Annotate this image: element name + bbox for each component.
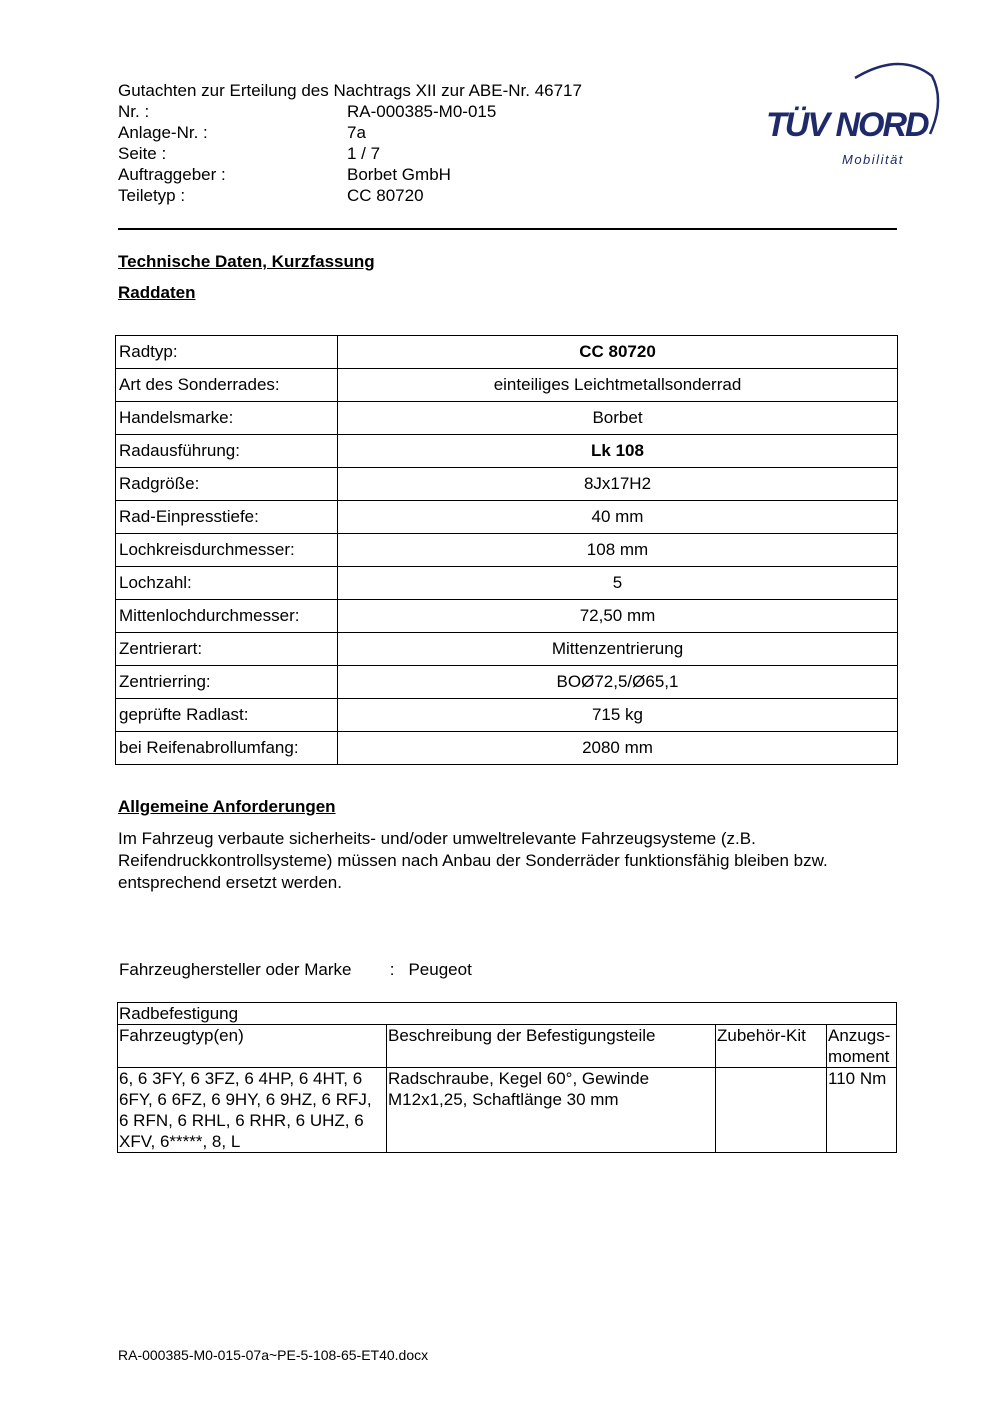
header-key: Teiletyp :: [118, 186, 186, 205]
manufacturer-label: Fahrzeughersteller oder Marke: [119, 960, 352, 979]
mounting-title-row: [118, 1003, 897, 1025]
header-divider: [118, 228, 897, 230]
header-key: Anlage-Nr. :: [118, 123, 208, 142]
header-value: CC 80720: [347, 186, 424, 205]
wheel-data-value: Mittenzentrierung: [338, 633, 898, 666]
svg-text:TÜV NORD: TÜV NORD: [766, 106, 928, 144]
header-row-auftraggeber: [118, 164, 678, 185]
wheel-data-label: bei Reifenabrollumfang:: [116, 732, 338, 765]
header-row-teiletyp: [118, 185, 678, 206]
header-value: 7a: [347, 123, 366, 142]
general-requirements-text: Im Fahrzeug verbaute sicherheits- und/oder umweltrelevante Fahrzeugsysteme (z.B. Reifendruckkontrollsysteme) müssen nach Anbau der Sonderräder funktionsfähig bleiben bzw. entsprechend ersetzt werden.: [118, 829, 828, 892]
section-title-tech: Technische Daten, Kurzfassung: [118, 252, 375, 271]
header-value: 1 / 7: [347, 144, 381, 163]
wheel-data-row: [116, 369, 898, 402]
wheel-data-label: Radtyp:: [116, 336, 338, 369]
section-title-general: Allgemeine Anforderungen: [118, 797, 336, 816]
wheel-data-label: Mittenlochdurchmesser:: [116, 600, 338, 633]
wheel-data-label: Art des Sonderrades:: [116, 369, 338, 402]
manufacturer-line: [119, 960, 472, 980]
wheel-data-label: geprüfte Radlast:: [116, 699, 338, 732]
wheel-data-value: 8Jx17H2: [338, 468, 898, 501]
wheel-data-row: [116, 732, 898, 765]
wheel-data-label: Lochzahl:: [116, 567, 338, 600]
header-row-nr: [118, 101, 678, 122]
wheel-data-value: 5: [338, 567, 898, 600]
wheel-data-value: CC 80720: [338, 336, 898, 369]
mounting-title: Radbefestigung: [118, 1003, 897, 1025]
mounting-torque: 110 Nm: [827, 1068, 897, 1153]
wheel-data-row: [116, 336, 898, 369]
wheel-data-value: 72,50 mm: [338, 600, 898, 633]
footer-filename: RA-000385-M0-015-07a~PE-5-108-65-ET40.docx: [118, 1347, 429, 1363]
wheel-data-value: 40 mm: [338, 501, 898, 534]
wheel-data-label: Zentrierring:: [116, 666, 338, 699]
wheel-data-row: [116, 435, 898, 468]
col-header-kit: Zubehör-Kit: [716, 1025, 827, 1068]
wheel-data-label: Lochkreisdurchmesser:: [116, 534, 338, 567]
manufacturer-sep: :: [389, 960, 395, 979]
wheel-data-label: Handelsmarke:: [116, 402, 338, 435]
header-key: Auftraggeber :: [118, 165, 226, 184]
wheel-data-label: Radausführung:: [116, 435, 338, 468]
header-key: Seite :: [118, 144, 167, 163]
document-header: [118, 80, 678, 206]
wheel-data-row: [116, 600, 898, 633]
wheel-data-row: [116, 468, 898, 501]
wheel-data-row: [116, 666, 898, 699]
header-row-seite: [118, 143, 678, 164]
header-value: RA-000385-M0-015: [347, 102, 497, 121]
wheel-data-row: [116, 534, 898, 567]
wheel-data-label: Radgröße:: [116, 468, 338, 501]
wheel-data-value: 2080 mm: [338, 732, 898, 765]
wheel-data-row: [116, 699, 898, 732]
wheel-data-table: [115, 335, 898, 765]
wheel-data-value: 108 mm: [338, 534, 898, 567]
section-title-wheel: Raddaten: [118, 283, 196, 302]
wheel-data-row: [116, 501, 898, 534]
col-header-description: Beschreibung der Befestigungsteile: [387, 1025, 716, 1068]
mounting-row: [118, 1068, 897, 1153]
wheel-data-value: 715 kg: [338, 699, 898, 732]
header-title: Gutachten zur Erteilung des Nachtrags XII zur ABE-Nr. 46717: [118, 81, 582, 100]
wheel-data-label: Zentrierart:: [116, 633, 338, 666]
logo-subtitle: Mobilität: [842, 152, 904, 167]
wheel-data-value: einteiliges Leichtmetallsonderrad: [338, 369, 898, 402]
wheel-data-row: [116, 402, 898, 435]
mounting-kit: [716, 1068, 827, 1153]
wheel-data-value: Borbet: [338, 402, 898, 435]
wheel-data-label: Rad-Einpresstiefe:: [116, 501, 338, 534]
wheel-data-value: Lk 108: [338, 435, 898, 468]
manufacturer-value: Peugeot: [408, 960, 472, 979]
col-header-types: Fahrzeugtyp(en): [118, 1025, 387, 1068]
mounting-table: [117, 1002, 897, 1153]
mounting-header-row: [118, 1025, 897, 1068]
header-key: Nr. :: [118, 102, 150, 121]
mounting-types: 6, 6 3FY, 6 3FZ, 6 4HP, 6 4HT, 6 6FY, 6 6FZ, 6 9HY, 6 9HZ, 6 RFJ, 6 RFN, 6 RHL, 6 RHR, 6 UHZ, 6 XFV, 6*****, 8, L: [118, 1068, 387, 1153]
mounting-description: Radschraube, Kegel 60°, Gewinde M12x1,25, Schaftlänge 30 mm: [387, 1068, 716, 1153]
header-row-anlage: [118, 122, 678, 143]
wheel-data-value: BOØ72,5/Ø65,1: [338, 666, 898, 699]
header-value: Borbet GmbH: [347, 165, 451, 184]
wheel-data-row: [116, 567, 898, 600]
col-header-torque: Anzugs-moment: [827, 1025, 897, 1068]
wheel-data-row: [116, 633, 898, 666]
